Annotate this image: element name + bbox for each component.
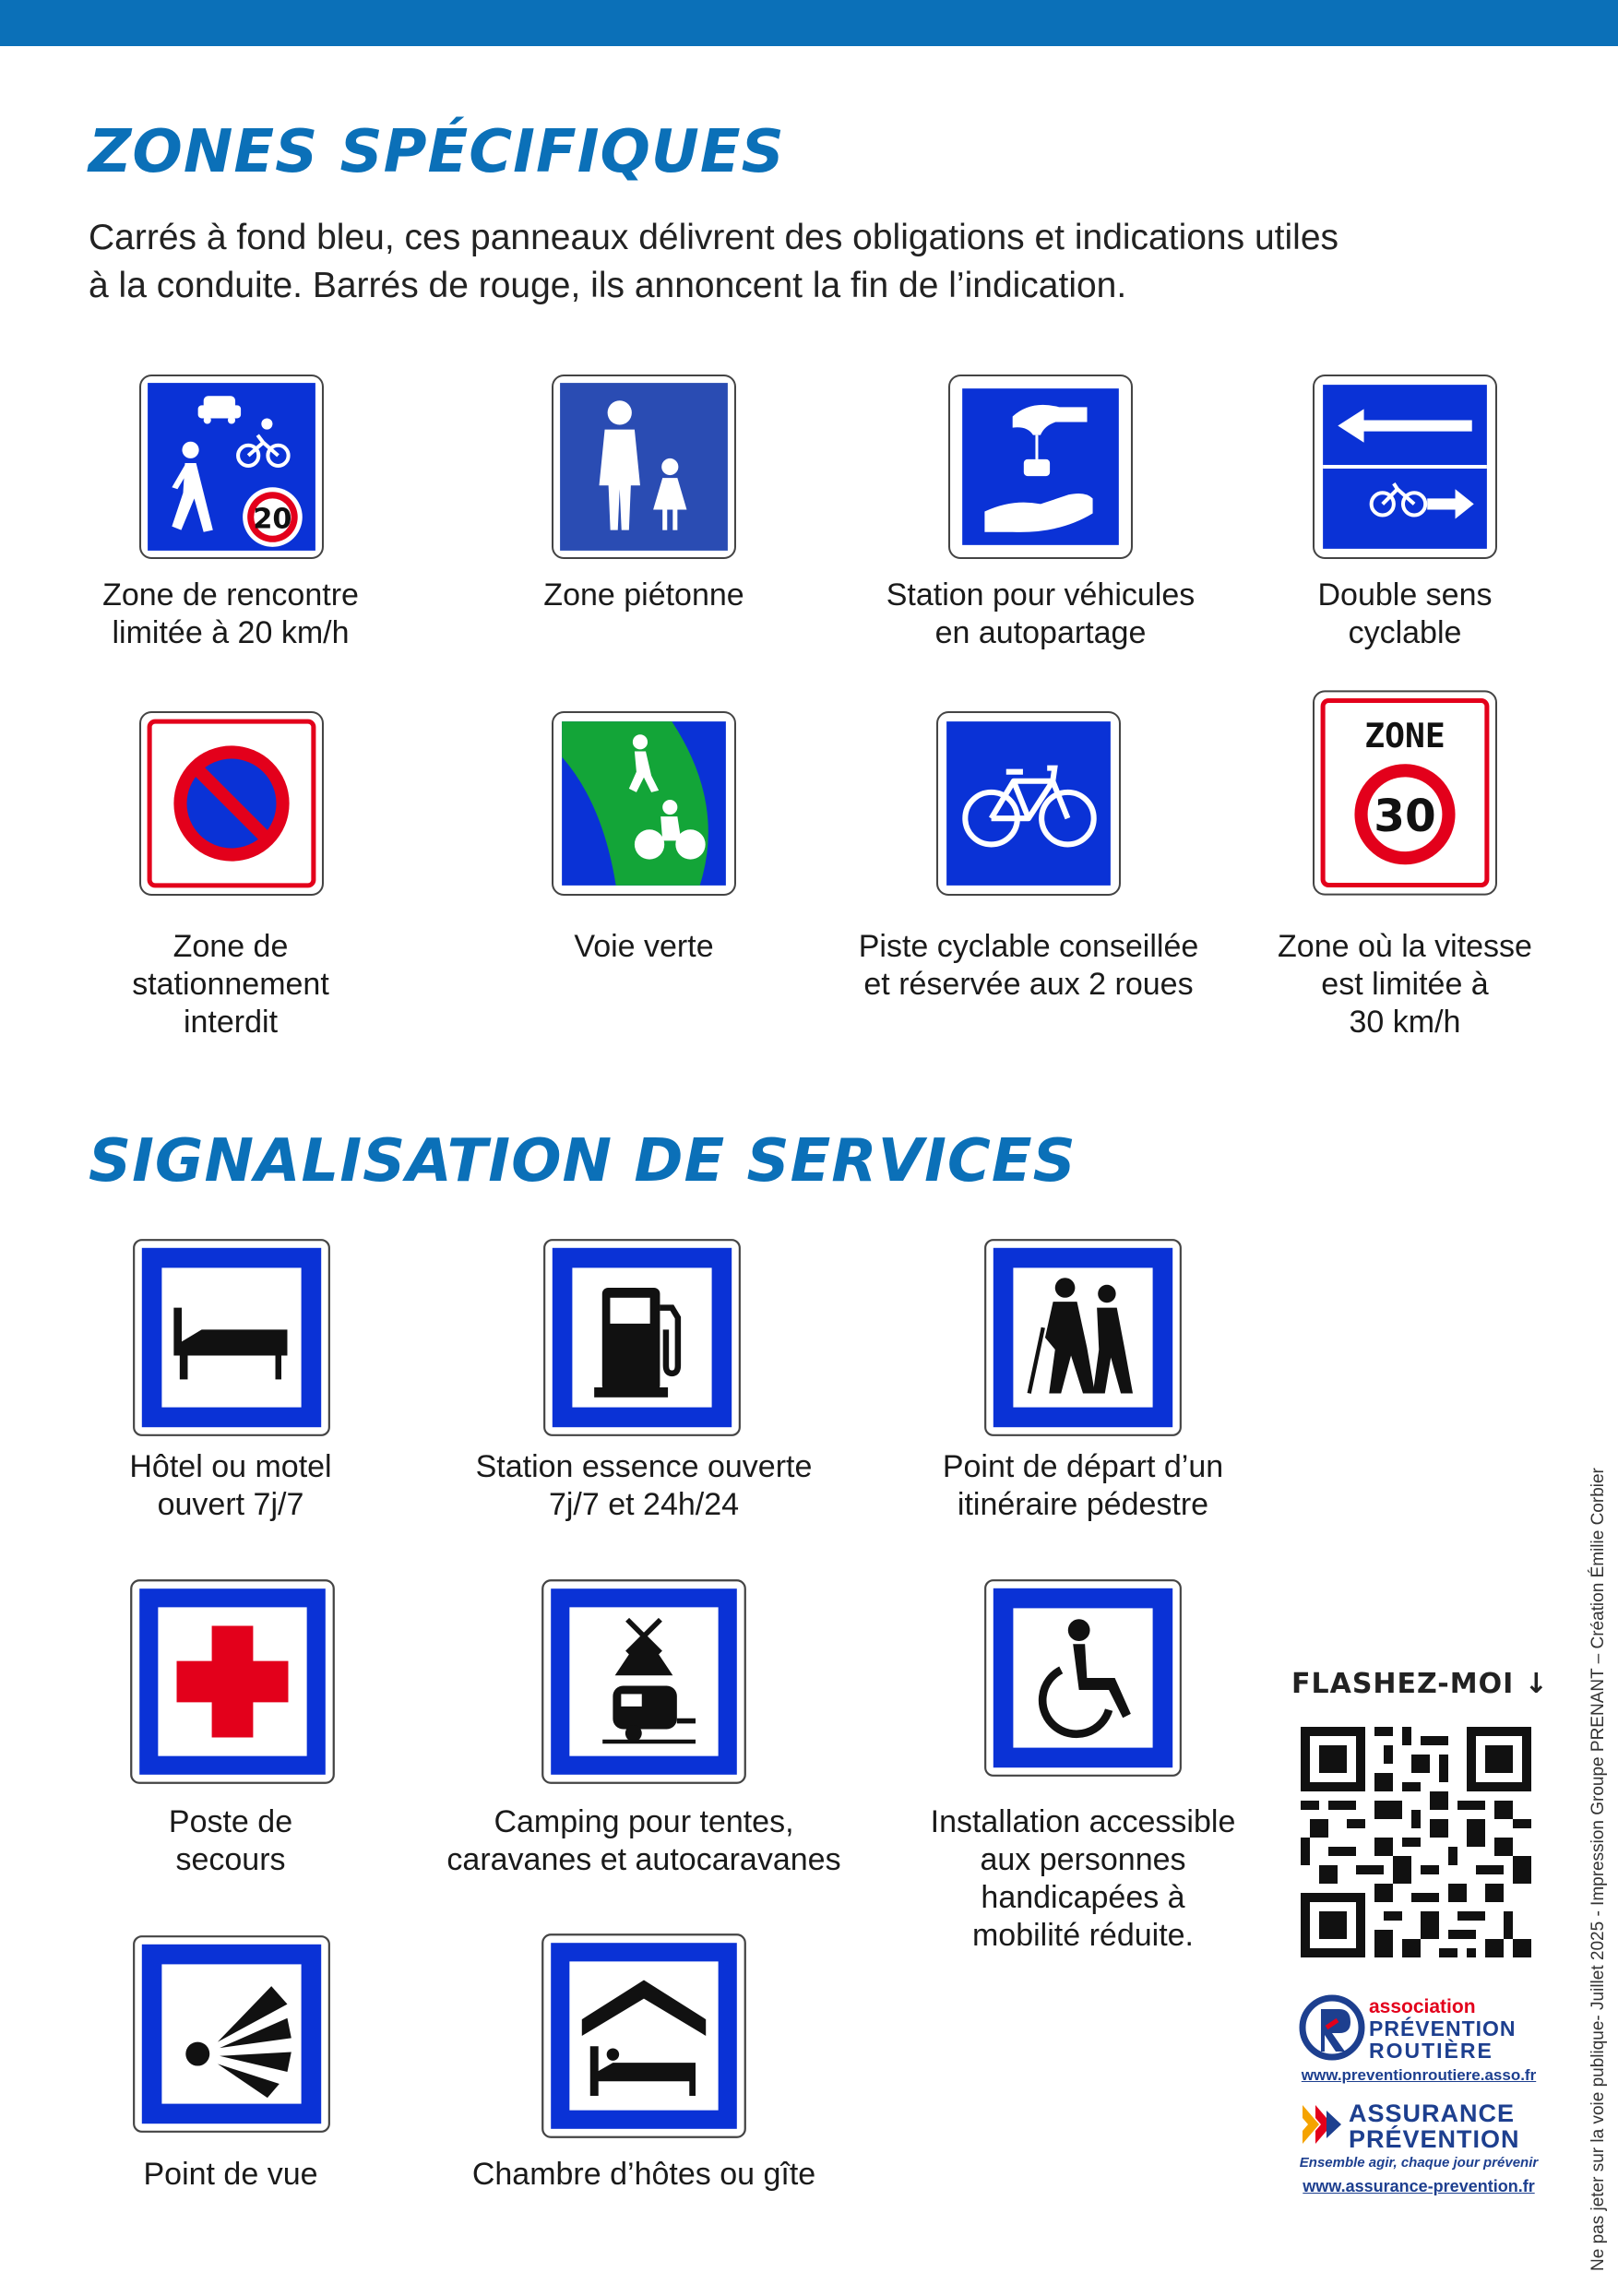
zone-word-text: ZONE (1364, 716, 1445, 756)
intro-line-1: Carrés à fond bleu, ces panneaux délivrent des obligations et indications utiles (89, 218, 1339, 257)
speed-30-text: 30 (1374, 790, 1436, 842)
sign-point-de-vue (132, 1934, 331, 2134)
apr-logo[interactable] (1299, 1993, 1539, 2085)
caption-poste-secours: Poste de secours (168, 1804, 293, 1877)
caption-stationnement-interdit: Zone de stationnement interdit (132, 929, 329, 1040)
sign-itineraire-pedestre (983, 1238, 1183, 1437)
caption-autopartage: Station pour véhicules en autopartage (886, 577, 1196, 650)
apr-url-link[interactable]: www.preventionroutiere.asso.fr (1301, 2066, 1537, 2084)
sign-autopartage (947, 374, 1134, 560)
sign-camping (541, 1578, 747, 1785)
caption-station-essence: Station essence ouverte 7j/7 et 24h/24 (475, 1449, 813, 1522)
qr-label: FLASHEZ-MOI ↓ (1291, 1668, 1549, 1700)
ap-logo[interactable] (1299, 2096, 1539, 2197)
section-title-zones: ZONES SPÉCIFIQUES (89, 118, 785, 186)
caption-piste-cyclable: Piste cyclable conseillée et réservée aux 2 roues (858, 929, 1199, 1002)
caption-itineraire-pedestre: Point de départ d’un itinéraire pédestre (942, 1449, 1224, 1522)
section-title-services: SIGNALISATION DE SERVICES (89, 1127, 1077, 1196)
caption-zone-rencontre: Zone de rencontre limitée à 20 km/h (102, 577, 359, 650)
sign-voie-verte (551, 710, 737, 897)
sign-stationnement-interdit (138, 710, 325, 897)
caption-hotel: Hôtel ou motel ouvert 7j/7 (129, 1449, 332, 1522)
caption-chambre-hotes: Chambre d’hôtes ou gîte (471, 2157, 816, 2192)
caption-accessibilite: Installation accessible aux personnes handicapées à mobilité réduite. (930, 1804, 1236, 1953)
sign-zone-30 (1312, 689, 1498, 897)
caption-camping: Camping pour tentes, caravanes et autocaravanes (446, 1804, 841, 1877)
speed-20-text: 20 (253, 503, 292, 536)
ap-line2: PRÉVENTION (1349, 2125, 1520, 2153)
intro-line-2: à la conduite. Barrés de rouge, ils annoncent la fin de l’indication. (89, 266, 1127, 305)
ap-url-link[interactable]: www.assurance-prevention.fr (1303, 2177, 1535, 2195)
sign-station-essence (542, 1238, 742, 1437)
qr-code[interactable] (1301, 1727, 1531, 1957)
apr-line3: ROUTIÈRE (1369, 2039, 1493, 2063)
sign-double-sens-cyclable (1312, 374, 1498, 560)
ap-chevron-icon (1299, 2101, 1345, 2147)
sign-chambre-hotes (541, 1933, 747, 2139)
caption-point-de-vue: Point de vue (143, 2157, 318, 2192)
sign-zone-pietonne (551, 374, 737, 560)
sign-zone-rencontre (138, 374, 325, 560)
intro-text (89, 214, 1509, 310)
sign-piste-cyclable (935, 710, 1122, 897)
ap-tagline: Ensemble agir, chaque jour prévenir (1299, 2155, 1539, 2171)
vertical-credit: Ne pas jeter sur la voie publique- Juillet 2025 - Impression Groupe PRENANT – Création Émilie Corbier (1588, 1468, 1608, 2271)
sign-poste-secours (129, 1578, 336, 1785)
caption-voie-verte: Voie verte (574, 929, 714, 964)
apr-r-icon (1299, 1993, 1365, 2063)
sign-accessibilite (983, 1578, 1183, 1778)
apr-line1: association (1369, 1996, 1476, 2017)
caption-zone-pietonne: Zone piétonne (543, 577, 744, 613)
caption-double-sens: Double sens cyclable (1317, 577, 1493, 650)
caption-zone-30: Zone où la vitesse est limitée à 30 km/h (1278, 929, 1532, 1040)
apr-line2: PRÉVENTION (1369, 2016, 1517, 2040)
ap-line1: ASSURANCE (1349, 2100, 1516, 2127)
top-band (0, 0, 1618, 46)
sign-hotel (132, 1238, 331, 1437)
